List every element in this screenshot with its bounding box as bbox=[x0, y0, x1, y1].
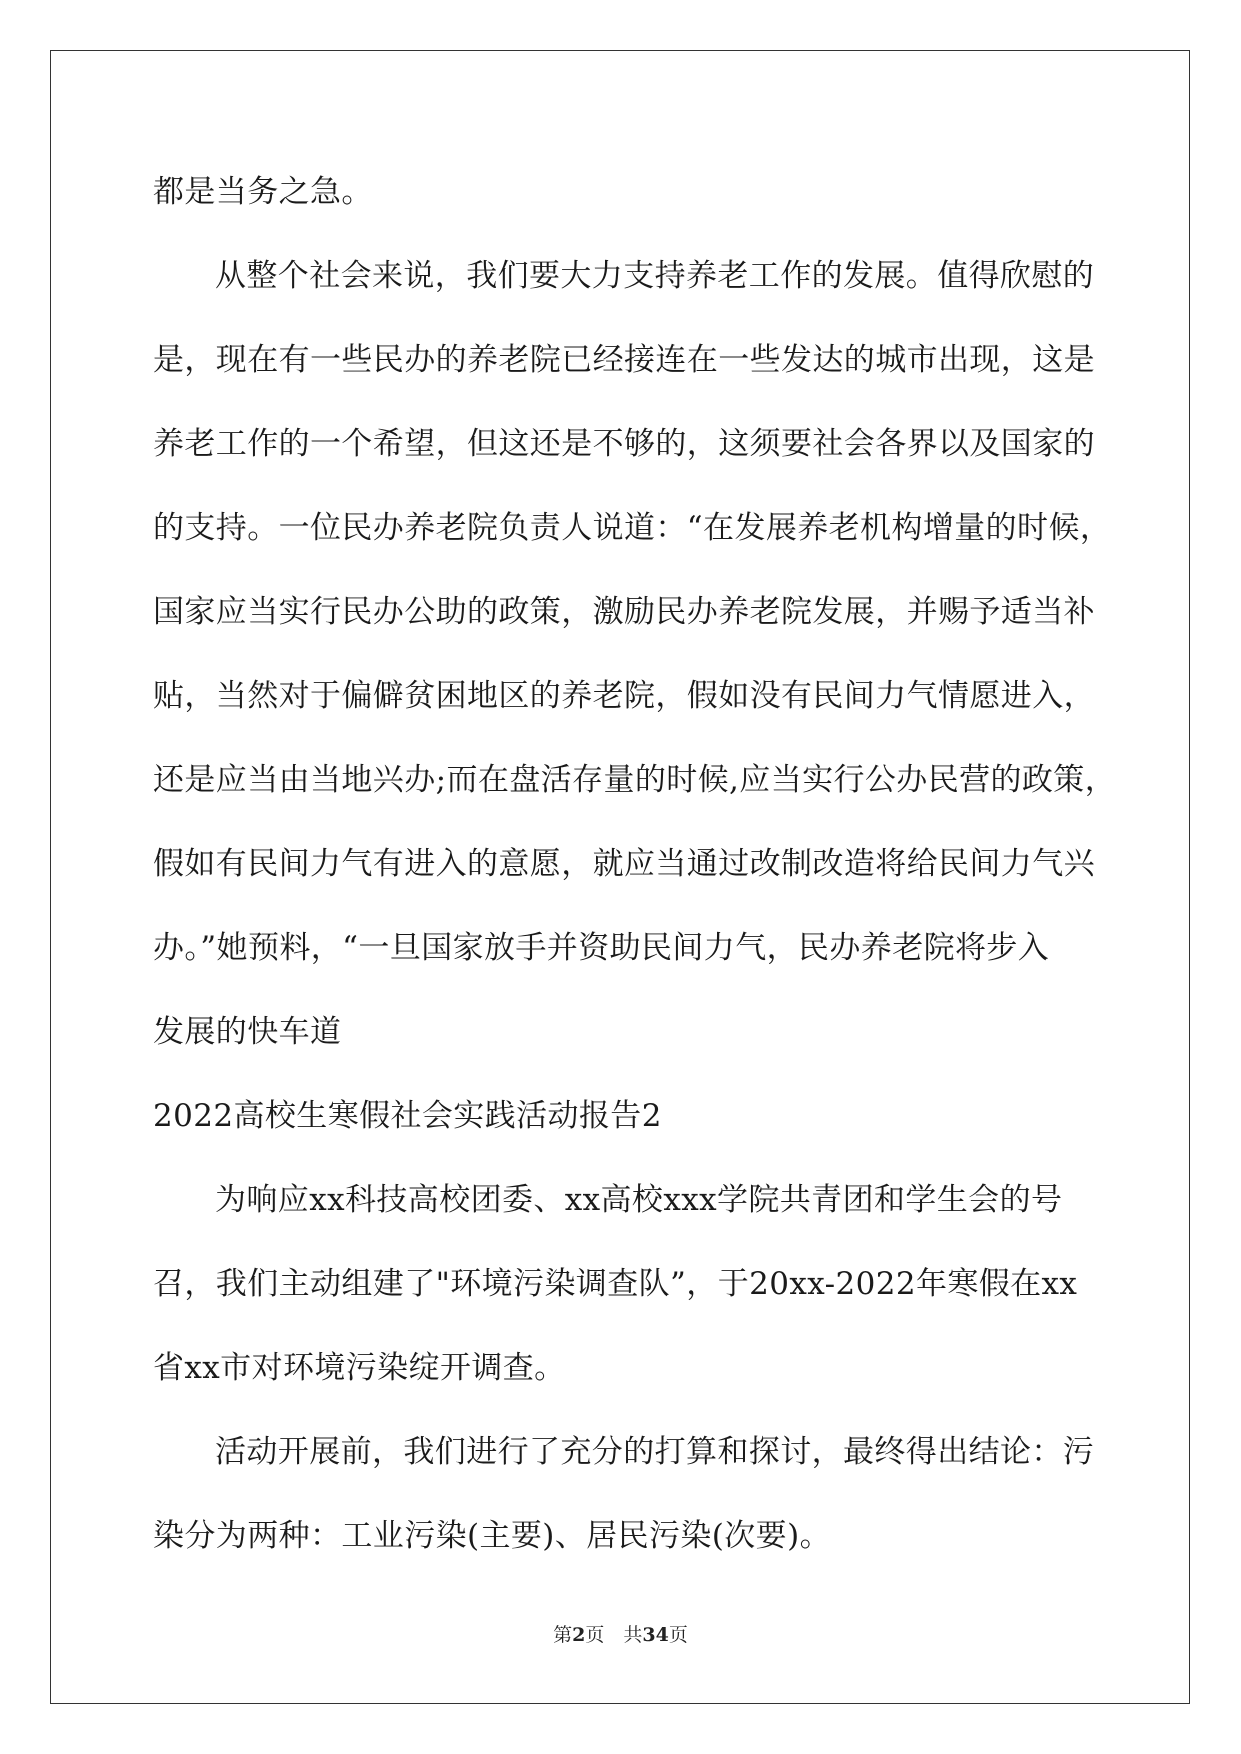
text-line: 都是当务之急。 bbox=[153, 174, 373, 210]
paragraph-start: 从整个社会来说，我们要大力支持养老工作的发展。值得欣慰的 bbox=[215, 258, 1095, 294]
footer-mid: 页 共 bbox=[585, 1624, 643, 1646]
text-line: 省xx市对环境污染绽开调查。 bbox=[153, 1350, 566, 1386]
text-line: 办。”她预料，“一旦国家放手并资助民间力气，民办养老院将步入 bbox=[153, 930, 1050, 966]
text-line: 染分为两种：工业污染(主要)、居民污染(次要)。 bbox=[153, 1518, 831, 1554]
page-total: 34 bbox=[642, 1624, 669, 1646]
text-line: 召，我们主动组建了"环境污染调查队”，于20xx-2022年寒假在xx bbox=[153, 1266, 1078, 1302]
text-line: 假如有民间力气有进入的意愿，就应当通过改制改造将给民间力气兴 bbox=[153, 846, 1095, 882]
text-line: 是，现在有一些民办的养老院已经接连在一些发达的城市出现，这是 bbox=[153, 342, 1095, 378]
paragraph-start: 为响应xx科技高校团委、xx高校xxx学院共青团和学生会的号 bbox=[215, 1182, 1063, 1218]
text-line: 发展的快车道 bbox=[153, 1014, 342, 1050]
page-footer bbox=[0, 1620, 1241, 1647]
section-heading: 2022高校生寒假社会实践活动报告2 bbox=[153, 1098, 662, 1134]
page-number: 2 bbox=[572, 1624, 586, 1646]
text-line: 养老工作的一个希望，但这还是不够的，这须要社会各界以及国家的 bbox=[153, 426, 1095, 462]
text-line: 的支持。一位民办养老院负责人说道：“在发展养老机构增量的时候， bbox=[153, 510, 1112, 546]
text-line: 贴，当然对于偏僻贫困地区的养老院，假如没有民间力气情愿进入， bbox=[153, 678, 1095, 714]
document-body bbox=[153, 150, 1117, 1578]
footer-prefix: 第 bbox=[553, 1624, 573, 1646]
footer-suffix: 页 bbox=[668, 1624, 688, 1646]
paragraph-start: 活动开展前，我们进行了充分的打算和探讨，最终得出结论：污 bbox=[215, 1434, 1095, 1470]
text-line: 还是应当由当地兴办;而在盘活存量的时候,应当实行公办民营的政策， bbox=[153, 762, 1117, 798]
text-line: 国家应当实行民办公助的政策，激励民办养老院发展，并赐予适当补 bbox=[153, 594, 1095, 630]
